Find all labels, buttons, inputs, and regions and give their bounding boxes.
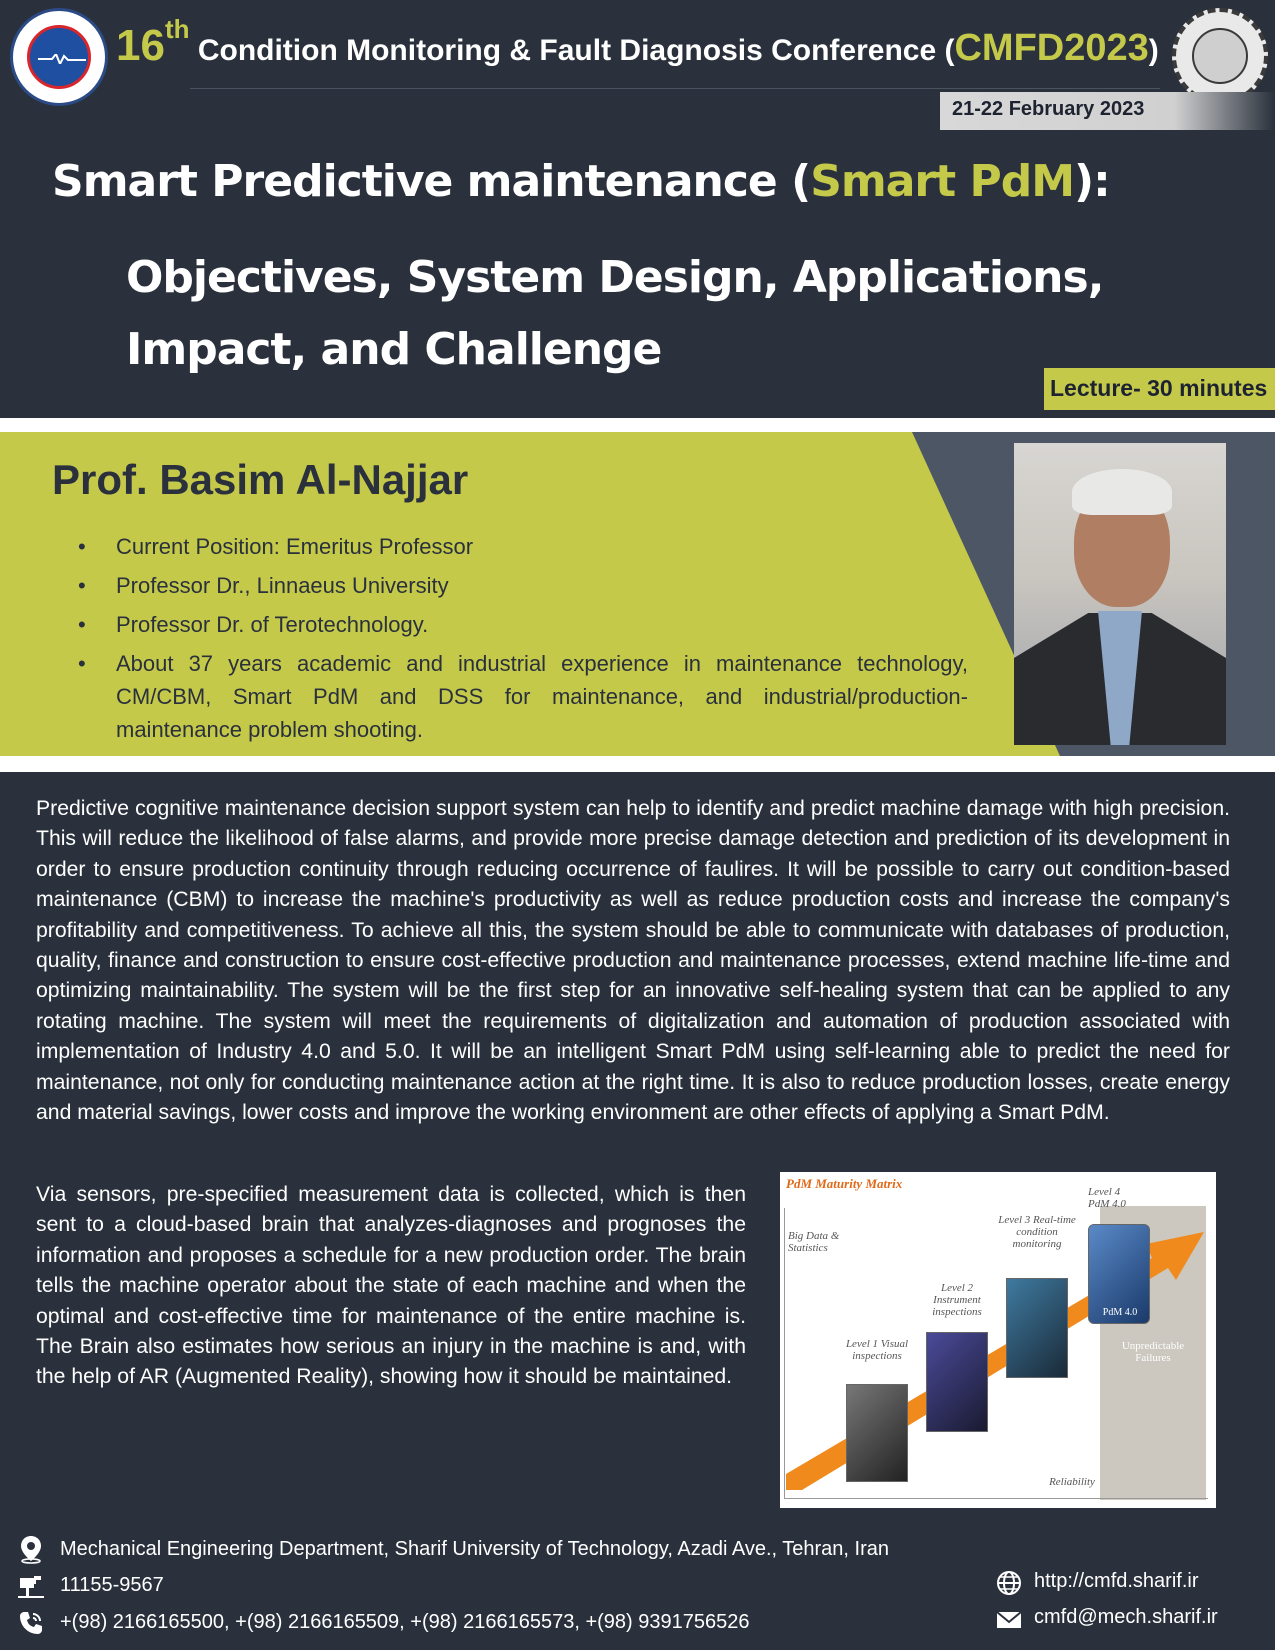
divider-top (0, 418, 1275, 432)
x-axis-label: Reliability (1049, 1476, 1095, 1488)
level3-image (1006, 1278, 1068, 1378)
email-icon (994, 1604, 1024, 1634)
speaker-bio-list (78, 530, 968, 752)
conference-date: 21-22 February 2023 (940, 92, 1275, 130)
abstract-paragraph-2: Via sensors, pre-specified measurement data is collected, which is then sent to a cloud-based brain that analyzes-diagnoses and prognoses the information and proposes a schedule for a new production order. The brain tells the machine operator about the state of each machine and when the optimal and cost-effective time for maintenance of the entire machine is. The Brain also estimates how serious an injury in the machine is and, with the help of AR (Augmented Reality), showing how it should be maintained. (36, 1183, 746, 1389)
unpredictable-failures-label: Unpredictable Failures (1121, 1340, 1185, 1364)
level4-badge: PdM 4.0 (1102, 1307, 1138, 1318)
footer-email-link[interactable]: cmfd@mech.sharif.ir (1034, 1606, 1218, 1628)
footer-phones: +(98) 2166165500, +(98) 2166165509, +(98) 2166165573, +(98) 9391756526 (60, 1611, 750, 1633)
footer-address: Mechanical Engineering Department, Sharif University of Technology, Azadi Ave., Tehran, Iran (60, 1538, 889, 1560)
level1-image (846, 1384, 908, 1482)
level4-label: Level 4 PdM 4.0 (1088, 1186, 1126, 1210)
talk-title: Smart Predictive maintenance (Smart PdM): (52, 156, 1110, 207)
talk-subtitle: Objectives, System Design, Applications, Impact, and Challenge (126, 252, 1104, 375)
level3-label: Level 3 Real-time condition monitoring (998, 1214, 1076, 1250)
cmfd-logo (10, 8, 108, 106)
level4-image (1088, 1224, 1150, 1324)
bio-item: • Professor Dr., Linnaeus University (78, 569, 968, 602)
conference-title: 16th Condition Monitoring & Fault Diagnosis Conference (CMFD2023) (116, 14, 1159, 70)
speaker-name: Prof. Basim Al-Najjar (52, 456, 469, 503)
bio-item: • Current Position: Emeritus Professor (78, 530, 968, 563)
footer-po-box: 11155-9567 (60, 1574, 164, 1596)
pdm-maturity-matrix-figure (780, 1172, 1216, 1508)
sharif-university-logo (1172, 8, 1268, 104)
footer-website-link[interactable]: http://cmfd.sharif.ir (1034, 1570, 1199, 1592)
bio-item: • Professor Dr. of Terotechnology. (78, 608, 968, 641)
globe-icon (994, 1568, 1024, 1598)
level1-label: Level 1 Visual inspections (845, 1338, 909, 1362)
level2-image (926, 1332, 988, 1432)
figure-title: PdM Maturity Matrix (786, 1176, 903, 1191)
speaker-photo (1014, 443, 1226, 745)
mailbox-icon (16, 1570, 46, 1600)
lecture-duration-badge: Lecture- 30 minutes (1044, 368, 1275, 410)
phone-icon (16, 1608, 46, 1638)
level2-label: Level 2 Instrument inspections (932, 1282, 982, 1318)
abstract-paragraph-1: Predictive cognitive maintenance decision support system can help to identify and predict machine damage with high precision. This will reduce the likelihood of false alarms, and provide more precise damage detection and prediction of its development in order to ensure production continuity through reducing occurrence of faulires. It will be possible to carry out condition-based maintenance (CBM) to increase the machine's productivity as well as reduce production costs and increase the company's profitability and competitiveness. To achieve all this, the system should be able to communicate with databases of production, quality, finance and construction to ensure cost-effective production and maintenance processes, extend machine life-time and optimizing maintainability. The system will be the first step for an innovative self-healing system that can be applied to any rotating machine. The system will meet the requirements of digitalization and automation of production associated with implementation of Industry 4.0 and 5.0. It will be an intelligent Smart PdM using self-learning able to predict the need for maintenance, not only for conducting maintenance action at the right time. It is also to reduce production losses, create energy and material savings, lower costs and improve the working environment are other effects of applying a Smart PdM. (36, 797, 1230, 1125)
y-axis-label: Big Data & Statistics (788, 1230, 840, 1254)
header-divider (190, 88, 1160, 89)
divider-bottom (0, 756, 1275, 772)
bio-item: • About 37 years academic and industrial experience in maintenance technology, CM/CBM, Smart PdM and DSS for maintenance, and industrial/production-maintenance problem shooting. (78, 647, 968, 746)
location-pin-icon (16, 1534, 46, 1564)
